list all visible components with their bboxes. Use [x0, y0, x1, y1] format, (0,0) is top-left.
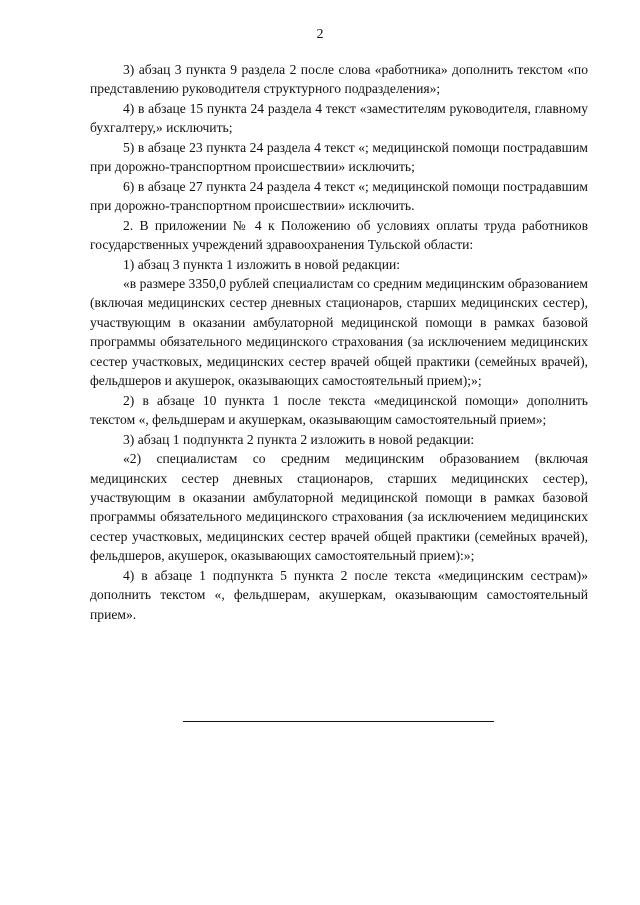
- paragraph-item-4: 4) в абзаце 15 пункта 24 раздела 4 текст «заместителям руководителя, главному бухгалтеру,» исключить;: [90, 100, 588, 136]
- paragraph-subitem-2: 2) в абзаце 10 пункта 1 после текста «медицинской помощи» дополнить текстом «, фельдшерам и акушеркам, оказывающим самостоятельный прием»;: [90, 392, 588, 428]
- paragraph-subitem-4: 4) в абзаце 1 подпункта 5 пункта 2 после текста «медицинским сестрам)» дополнить текстом «, фельдшерам, акушеркам, оказывающим самостоятельный прием».: [90, 567, 588, 622]
- paragraph-subitem-1: 1) абзац 3 пункта 1 изложить в новой редакции:: [123, 256, 401, 272]
- paragraph-section-2: 2. В приложении № 4 к Положению об условиях оплаты труда работников государственных учреждений здравоохранения Тульской области:: [90, 217, 588, 253]
- end-separator-line: [183, 721, 494, 722]
- paragraph-quote-1: «в размере 3350,0 рублей специалистам со средним медицинским образованием (включая медицинских сестер дневных стационаров, старших медицинских сестер), участвующим в оказании амбулаторной медицинской помощи в рамках базовой программы обязательного медицинского страхования (за исключением медицинских сестер участковых, медицинских сестер врачей общей практики (семейных врачей), фельдшеров и акушерок, оказывающих самостоятельный прием);»;: [90, 275, 588, 389]
- paragraph-item-6: 6) в абзаце 27 пункта 24 раздела 4 текст «; медицинской помощи пострадавшим при дорожно-транспортном происшествии» исключить.: [90, 178, 588, 214]
- paragraph-item-5: 5) в абзаце 23 пункта 24 раздела 4 текст «; медицинской помощи пострадавшим при дорожно-транспортном происшествии» исключить;: [90, 139, 588, 175]
- page-number: 2: [316, 27, 324, 42]
- paragraph-item-3: 3) абзац 3 пункта 9 раздела 2 после слова «работника» дополнить текстом «по представлению руководителя структурного подразделения»;: [90, 62, 588, 97]
- paragraph-quote-2: «2) специалистам со средним медицинским образованием (включая медицинских сестер дневных стационаров, старших медицинских сестер), участвующим в оказании амбулаторной медицинской помощи в рамках базовой программы обязательного медицинского страхования (за исключением медицинских сестер участковых, медицинских сестер врачей общей практики (семейных врачей), фельдшеров, акушерок, оказывающих самостоятельный прием):»;: [90, 451, 588, 564]
- document-body: [90, 60, 588, 624]
- paragraph-subitem-3: 3) абзац 1 подпункта 2 пункта 2 изложить в новой редакции:: [123, 431, 475, 447]
